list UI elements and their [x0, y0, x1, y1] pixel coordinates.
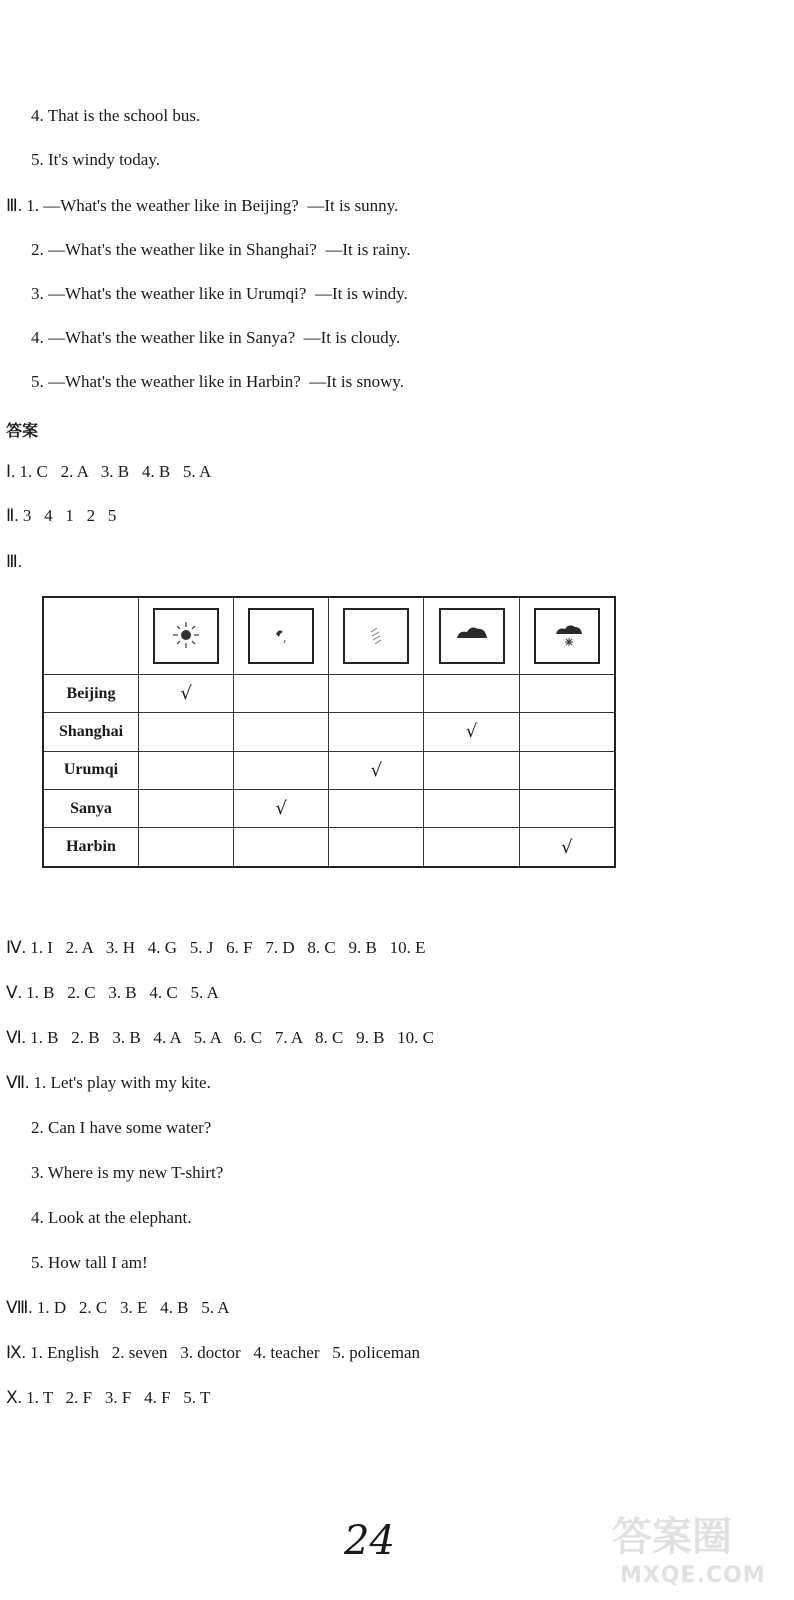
check-cell — [519, 751, 615, 789]
text-line: 4. —What's the weather like in Sanya? —It is cloudy. — [31, 328, 401, 347]
table-header-cell — [139, 597, 234, 675]
check-cell: √ — [329, 751, 424, 789]
sunny-icon — [153, 608, 219, 664]
answer-line: 5. How tall I am! — [31, 1253, 148, 1272]
table-row — [43, 789, 615, 827]
check-cell — [139, 828, 234, 867]
answer-line: Ⅸ. 1. English 2. seven 3. doctor 4. teacher 5. policeman — [6, 1343, 421, 1362]
check-cell — [329, 789, 424, 827]
table-row — [43, 828, 615, 867]
city-cell: Urumqi — [43, 751, 139, 789]
answer-line: 2. Can I have some water? — [31, 1118, 212, 1137]
page-number: 24 — [344, 1518, 395, 1564]
city-cell: Harbin — [43, 828, 139, 867]
answer-line: 3. Where is my new T-shirt? — [31, 1163, 224, 1182]
answer-line: Ⅷ. 1. D 2. C 3. E 4. B 5. A — [6, 1298, 230, 1317]
table-row — [43, 751, 615, 789]
city-cell: Beijing — [43, 675, 139, 713]
answer-line: Ⅵ. 1. B 2. B 3. B 4. A 5. A 6. C 7. A 8. C 9. B 10. C — [6, 1028, 435, 1047]
city-cell: Sanya — [43, 789, 139, 827]
snowy-icon — [534, 608, 600, 664]
text-line: 5. It's windy today. — [31, 150, 160, 169]
check-cell — [424, 751, 519, 789]
check-cell — [139, 751, 234, 789]
rainy-icon — [248, 608, 314, 664]
check-cell — [234, 751, 329, 789]
answer-line: Ⅴ. 1. B 2. C 3. B 4. C 5. A — [6, 983, 219, 1002]
check-cell — [234, 675, 329, 713]
check-cell: √ — [234, 789, 329, 827]
text-line: 2. —What's the weather like in Shanghai? —It is rainy. — [31, 240, 411, 259]
table-corner-cell — [43, 597, 139, 675]
answer-line: 4. Look at the elephant. — [31, 1208, 192, 1227]
answer-line: Ⅰ. 1. C 2. A 3. B 4. B 5. A — [6, 462, 212, 481]
city-cell: Shanghai — [43, 713, 139, 751]
table-row — [43, 713, 615, 751]
check-cell — [424, 828, 519, 867]
check-cell — [329, 713, 424, 751]
check-cell — [519, 713, 615, 751]
answer-line: Ⅲ. — [6, 552, 22, 571]
check-cell: √ — [139, 675, 234, 713]
check-cell — [519, 675, 615, 713]
text-line: 3. —What's the weather like in Urumqi? —It is windy. — [31, 284, 408, 303]
check-cell — [329, 828, 424, 867]
table-header-row — [43, 597, 615, 675]
check-cell: √ — [424, 713, 519, 751]
answers-heading: 答案 — [6, 421, 39, 440]
table-row — [43, 675, 615, 713]
check-cell — [329, 675, 424, 713]
check-cell — [234, 713, 329, 751]
text-line: Ⅲ. 1. —What's the weather like in Beijing? —It is sunny. — [6, 196, 399, 215]
table-header-cell — [519, 597, 615, 675]
weather-table — [42, 596, 616, 868]
windy-icon — [343, 608, 409, 664]
check-cell — [234, 828, 329, 867]
check-cell: √ — [519, 828, 615, 867]
watermark-bottom-text: MXQE.COM — [620, 1563, 766, 1588]
table-header-cell — [424, 597, 519, 675]
check-cell — [139, 789, 234, 827]
check-cell — [139, 713, 234, 751]
table-header-cell — [234, 597, 329, 675]
text-line: 5. —What's the weather like in Harbin? —It is snowy. — [31, 372, 405, 391]
table-header-cell — [329, 597, 424, 675]
answer-line: Ⅶ. 1. Let's play with my kite. — [6, 1073, 211, 1092]
cloudy-icon — [439, 608, 505, 664]
answer-line: Ⅹ. 1. T 2. F 3. F 4. F 5. T — [6, 1388, 211, 1407]
watermark-logo — [612, 1505, 782, 1595]
text-line: 4. That is the school bus. — [31, 106, 201, 125]
check-cell — [519, 789, 615, 827]
answer-line: Ⅳ. 1. I 2. A 3. H 4. G 5. J 6. F 7. D 8. C 9. B 10. E — [6, 938, 426, 957]
watermark-top-text: 答案圈 — [612, 1514, 732, 1560]
check-cell — [424, 675, 519, 713]
answer-line: Ⅱ. 3 4 1 2 5 — [6, 506, 117, 525]
check-cell — [424, 789, 519, 827]
